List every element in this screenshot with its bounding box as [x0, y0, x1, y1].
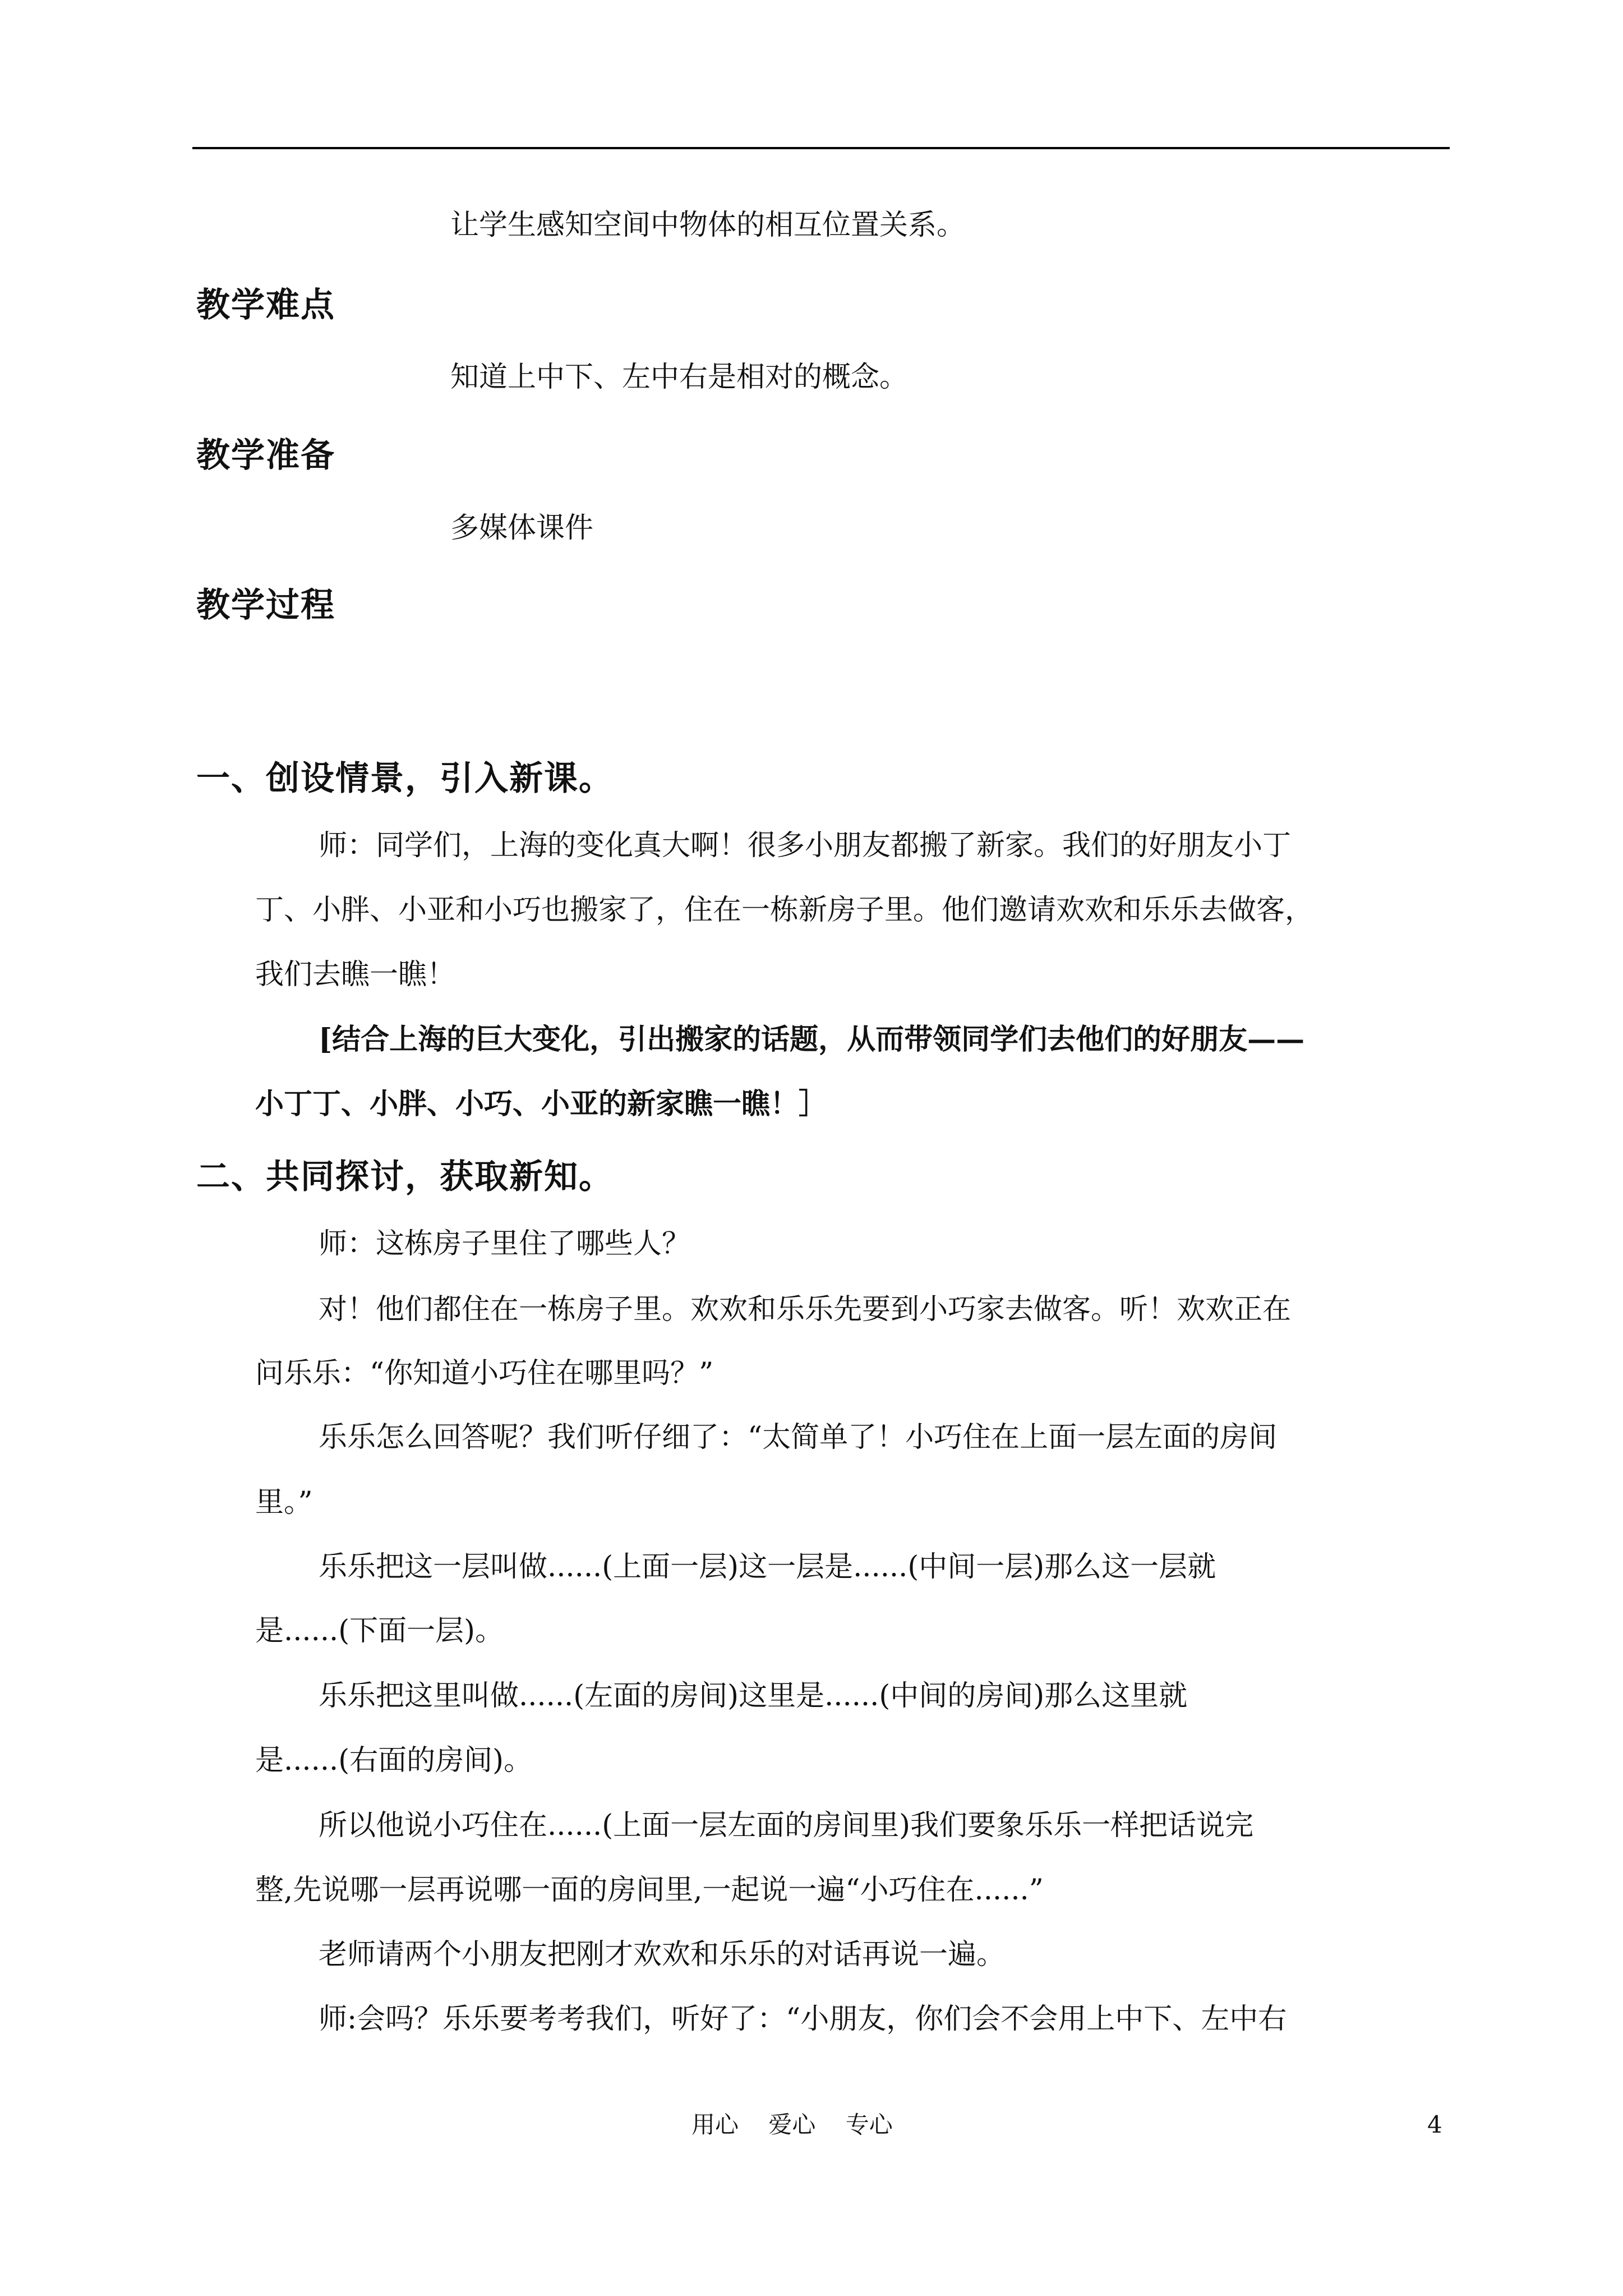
page-number: 4 — [1427, 2111, 1442, 2138]
paragraph-line: 问乐乐：“你知道小巧住在哪里吗？” — [255, 1357, 714, 1390]
section-heading: 教学准备 — [196, 436, 335, 475]
paragraph-line: 是......(下面一层)。 — [255, 1614, 504, 1648]
paragraph-line: 整,先说哪一层再说哪一面的房间里,一起说一遍“小巧住在......” — [255, 1874, 1044, 1907]
paragraph-line: 师：同学们，上海的变化真大啊！很多小朋友都搬了新家。我们的好朋友小丁 — [319, 829, 1292, 862]
paragraph-line: 多媒体课件 — [450, 512, 594, 545]
paragraph-line: 是......(右面的房间)。 — [255, 1744, 533, 1777]
teaching-note-line: [结合上海的巨大变化，引出搬家的话题，从而带领同学们去他们的好朋友—— — [319, 1023, 1305, 1056]
paragraph-line: 老师请两个小朋友把刚才欢欢和乐乐的对话再说一遍。 — [319, 1938, 1006, 1971]
paragraph-line: 丁、小胖、小亚和小巧也搬家了，住在一栋新房子里。他们邀请欢欢和乐乐去做客， — [255, 894, 1314, 927]
paragraph-line: 对！他们都住在一栋房子里。欢欢和乐乐先要到小巧家去做客。听！欢欢正在 — [319, 1293, 1292, 1326]
header-rule — [192, 147, 1450, 149]
teaching-note-line: 小丁丁、小胖、小巧、小亚的新家瞧一瞧！］ — [255, 1087, 828, 1121]
paragraph-line: 所以他说小巧住在......(上面一层左面的房间里)我们要象乐乐一样把话说完 — [319, 1809, 1254, 1842]
section-heading: 一、创设情景，引入新课。 — [196, 759, 614, 798]
section-heading: 二、共同探讨，获取新知。 — [196, 1157, 614, 1197]
paragraph-line: 乐乐把这里叫做......(左面的房间)这里是......(中间的房间)那么这里就 — [319, 1680, 1188, 1713]
section-heading: 教学过程 — [196, 586, 335, 625]
paragraph-line: 我们去瞧一瞧！ — [255, 958, 456, 991]
paragraph-line: 乐乐把这一层叫做......(上面一层)这一层是......(中间一层)那么这一层就 — [319, 1550, 1216, 1584]
paragraph-line: 师：这栋房子里住了哪些人？ — [319, 1227, 691, 1260]
paragraph-line: 里。” — [255, 1486, 313, 1519]
footer-motto: 用心 爱心 专心 — [691, 2111, 893, 2138]
paragraph-line: 让学生感知空间中物体的相互位置关系。 — [450, 209, 966, 242]
section-heading: 教学难点 — [196, 286, 335, 325]
paragraph-line: 师:会吗？乐乐要考考我们，听好了：“小朋友，你们会不会用上中下、左中右 — [319, 2003, 1287, 2036]
paragraph-line: 知道上中下、左中右是相对的概念。 — [450, 361, 909, 394]
paragraph-line: 乐乐怎么回答呢？我们听仔细了：“太简单了！小巧住在上面一层左面的房间 — [319, 1421, 1278, 1454]
